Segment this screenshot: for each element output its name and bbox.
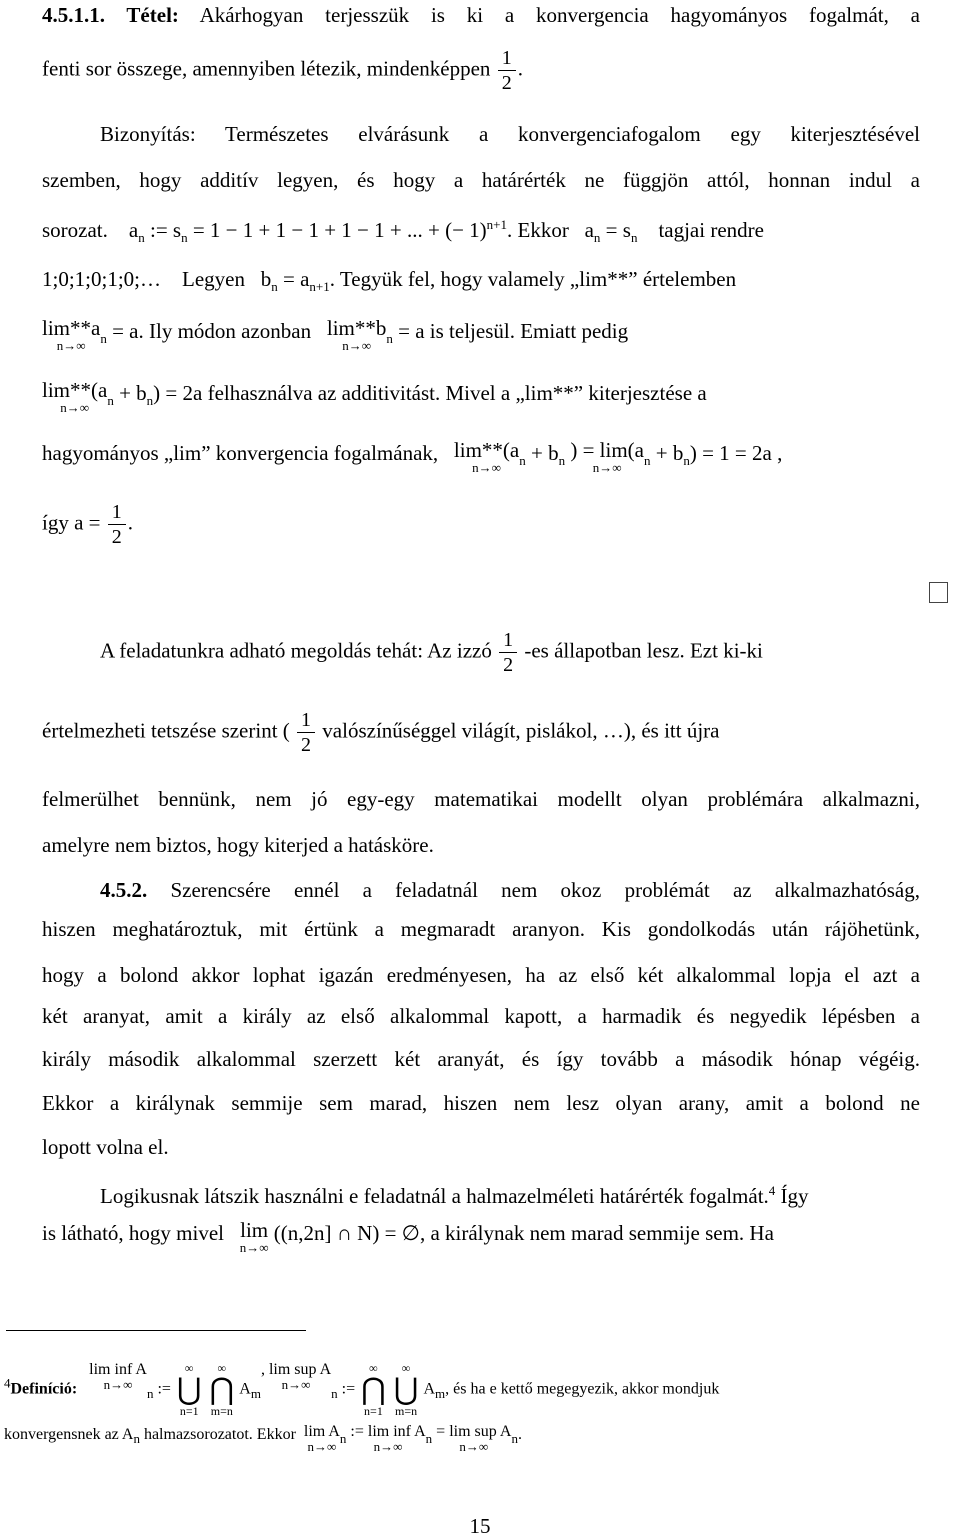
text-proof-lim-sub: n→∞	[239, 1240, 269, 1255]
text-proof-l6b: + b	[119, 381, 147, 405]
text-proof-sub-n: n	[519, 453, 526, 469]
text-proof-l5c: lim**b	[326, 316, 387, 340]
text-para3-l2a: is látható, hogy mivel	[42, 1221, 224, 1245]
text-para2-l5: király második alkalommal szerzett két aranyát, és így tovább a második hónap végéig.	[42, 1047, 920, 1071]
text-proof-lim-sub: n→∞	[60, 400, 90, 415]
text-theorem-text2: fenti sor összege, amennyiben létezik, mindenképpen	[42, 56, 491, 81]
math-fragment	[454, 440, 519, 475]
text-para1-num: 1	[499, 630, 517, 653]
text-para3-l1b: Így	[780, 1184, 809, 1208]
text-proof-sub-n: n	[386, 331, 393, 347]
theorem-line-1	[42, 2, 920, 28]
text-para1-l3: felmerülhet bennünk, nem jó egy-egy matematikai modellt olyan problémára alkalmazni,	[42, 787, 920, 811]
text-proof-l1: Természetes elvárásunk a konvergenciafogalom egy kiterjesztésével	[225, 122, 920, 146]
text-proof-l6c: ) = 2a felhasználva az additivitást. Mivel a „lim**” kiterjesztése a	[153, 381, 707, 405]
para2-line-1	[100, 877, 920, 903]
text-para3-l2-lim: lim	[240, 1218, 269, 1242]
text-footnote-inf: ∞	[369, 1361, 378, 1375]
text-proof-l8a: így a =	[42, 510, 101, 535]
text-footnote-a7: , és ha e kettő megegyezik, akkor mondjuk	[445, 1380, 720, 1398]
text-footnote-n1: n=1	[179, 1404, 199, 1418]
text-proof-l3-formula: a	[128, 218, 139, 242]
text-footnote-label: Definíció:	[10, 1380, 78, 1398]
text-footnote-sub-n: n	[425, 1431, 433, 1447]
text-footnote-inf: ∞	[401, 1361, 411, 1375]
text-footnote-mn: m=n	[210, 1404, 233, 1418]
math-fragment	[42, 380, 107, 415]
text-proof-l4b: Legyen	[182, 267, 245, 291]
text-footnote-b5: = lim sup A	[436, 1423, 512, 1440]
text-para2-label: 4.5.2.	[100, 878, 148, 902]
math-fragment	[361, 1362, 386, 1418]
para2-line-7	[42, 1134, 920, 1160]
text-footnote-b6: .	[517, 1426, 522, 1443]
text-footnote-mark: 4	[4, 1375, 11, 1391]
text-footnote-lim-sub: n→∞	[281, 1377, 311, 1392]
text-proof-l7b: lim**(a	[453, 438, 520, 462]
math-fragment	[350, 1424, 425, 1454]
text-footnote-lim-sub: n→∞	[459, 1439, 489, 1454]
math-fragment	[394, 1362, 419, 1418]
text-proof-l3-exp: n+1	[486, 217, 508, 232]
text-proof-l7d: ) = lim(a	[570, 438, 644, 462]
text-footnote-cup: ⋃	[393, 1373, 419, 1406]
text-para1-l4: amelyre nem biztos, hogy kiterjed a hatásköre.	[42, 833, 434, 857]
text-para1-den: 2	[301, 734, 312, 756]
text-footnote-cap: ⋂	[209, 1373, 235, 1406]
text-proof-sub-n: n	[271, 279, 278, 295]
text-proof-l8b: .	[127, 510, 133, 535]
text-footnote-b2: halmazsorozatot. Ekkor	[143, 1426, 296, 1443]
para3-line-1	[100, 1178, 920, 1209]
para1-line-3	[42, 786, 920, 812]
text-para2-l1: Szerencsére ennél a feladatnál nem okoz problémát az alkalmazhatóság,	[170, 878, 920, 902]
text-footnote-sub-n: n	[339, 1431, 347, 1447]
text-footnote-a1: lim inf A	[89, 1361, 147, 1378]
text-footnote-inf: ∞	[217, 1361, 227, 1375]
text-proof-l3g: tagjai rendre	[658, 218, 764, 242]
text-para3-l1: Logikusnak látszik használni e feladatnál a halmazelméleti határérték fogalmát.	[100, 1184, 769, 1208]
math-fragment	[240, 1220, 269, 1255]
text-footnote-lim-sub: n→∞	[373, 1439, 403, 1454]
proof-line-3	[42, 212, 920, 251]
math-fragment	[177, 1362, 202, 1418]
text-theorem-frac-num: 1	[498, 48, 516, 71]
text-proof-lim-sub: n→∞	[56, 338, 86, 353]
text-footnote-b1: konvergensnek az A	[4, 1426, 134, 1443]
text-theorem-frac-den: 2	[501, 72, 512, 94]
text-footnote-sub-n: n	[511, 1431, 518, 1447]
text-proof-sub-n: n	[138, 230, 145, 246]
math-fragment	[297, 710, 315, 755]
math-fragment	[436, 1424, 511, 1454]
math-fragment	[304, 1424, 340, 1454]
proof-line-6	[42, 380, 920, 415]
theorem-label: 4.5.1.1. Tétel:	[42, 3, 179, 27]
text-footnote-a6: A	[423, 1380, 436, 1398]
text-footnote-mn: m=n	[395, 1404, 418, 1418]
text-para1-den: 2	[503, 654, 514, 676]
para2-line-4	[42, 1003, 920, 1029]
text-proof-l7c: + b	[530, 441, 559, 465]
math-fragment	[570, 440, 644, 475]
text-proof-sub-n: n	[146, 393, 154, 409]
text-proof-sub-n: n	[181, 230, 188, 246]
text-proof-l2: szemben, hogy additív legyen, és hogy a határérték ne függjön attól, honnan indul a	[42, 168, 920, 192]
proof-line-4	[42, 266, 920, 300]
text-footnote-inf: ∞	[184, 1361, 194, 1375]
text-proof-sub-n: n	[683, 453, 690, 469]
math-fragment	[261, 1362, 331, 1392]
text-proof-sub-n: n	[100, 331, 107, 347]
text-footnote-sub-n: n	[331, 1385, 338, 1401]
text-para3-l2b: ((n,2n] ∩ N) = ∅, a királynak nem marad semmije sem. Ha	[273, 1221, 774, 1245]
text-footnote-n1: n=1	[364, 1404, 383, 1418]
text-para1-l2b: valószínűséggel világít, pislákol, …), és itt újra	[322, 718, 720, 743]
text-footnote-a2: :=	[157, 1380, 171, 1398]
proof-line-8	[42, 502, 920, 547]
proof-line-5	[42, 318, 920, 353]
text-footnote-cup: ⋃	[176, 1373, 202, 1406]
math-fragment	[210, 1362, 235, 1418]
math-fragment	[327, 318, 387, 353]
text-footnote-lim-sub: n→∞	[307, 1439, 337, 1454]
text-para1-l2a: értelmezheti tetszése szerint (	[42, 718, 290, 743]
page-number: 15	[469, 1514, 491, 1538]
text-proof-l3d: . Ekkor	[507, 218, 569, 242]
text-footnote-a4: , lim sup A	[260, 1361, 332, 1378]
text-proof-l7a: hagyományos „lim” konvergencia fogalmának,	[42, 441, 439, 465]
text-footnote-sub-m: m	[435, 1385, 446, 1401]
para1-line-2	[42, 710, 920, 755]
footnote-line-2	[4, 1424, 956, 1454]
text-proof-lim-sub: n→∞	[592, 460, 622, 475]
text-proof-l3e: a	[584, 218, 594, 242]
text-proof-lim-sub: n→∞	[342, 338, 372, 353]
text-para2-l4: két aranyat, amit a király az első alkalommal kapott, a harmadik és negyedik lépésben a	[42, 1004, 920, 1028]
footnote-line-1	[4, 1362, 956, 1418]
para2-line-3	[42, 962, 920, 988]
qed-box	[929, 582, 948, 603]
para3-line-2	[42, 1220, 920, 1255]
text-footnote-a3: A	[239, 1380, 251, 1398]
text-proof-l7e: + b	[655, 441, 684, 465]
text-proof-l6a: lim**(a	[42, 378, 108, 402]
text-proof-l7f: ) = 1 = 2a ,	[689, 441, 783, 465]
text-proof-l3f: = s	[605, 218, 631, 242]
math-fragment	[499, 630, 517, 675]
text-proof-l8-den: 2	[111, 526, 122, 548]
text-para2-l7: lopott volna el.	[42, 1135, 169, 1159]
text-footnote-b4: := lim inf A	[350, 1423, 426, 1440]
text-theorem-end: .	[517, 56, 523, 81]
text-proof-l5d: = a is teljesül. Emiatt pedig	[398, 319, 629, 343]
para2-line-5	[42, 1046, 920, 1072]
math-fragment	[108, 502, 126, 547]
text-footnote-sub-m: m	[250, 1385, 261, 1401]
para1-line-1	[100, 630, 920, 675]
para1-line-4	[42, 832, 920, 858]
text-footnote-lim-sub: n→∞	[103, 1377, 133, 1392]
text-proof-sub-n: n	[630, 230, 638, 246]
footnote-rule	[6, 1330, 306, 1331]
theorem-line-2	[42, 48, 920, 93]
text-proof-lim-sub: n→∞	[472, 460, 501, 475]
para2-line-6	[42, 1090, 920, 1116]
text-para1-l1a: A feladatunkra adható megoldás tehát: Az izzó	[100, 638, 492, 663]
math-fragment	[42, 318, 100, 353]
text-proof-l8-num: 1	[108, 502, 126, 525]
text-theorem-text1: Akárhogyan terjesszük is ki a konvergencia hagyományos fogalmát, a	[199, 3, 921, 27]
text-proof-sub-n: n	[107, 393, 114, 409]
text-footnote-b3: lim A	[303, 1423, 340, 1440]
text-proof-l5b: = a. Ily módon azonban	[112, 319, 312, 343]
text-footnote-sub-n: n	[146, 1385, 154, 1401]
text-footnote-cap: ⋂	[361, 1373, 386, 1406]
text-proof-l4-sub: n+1	[309, 279, 330, 295]
text-para2-l6: Ekkor a királynak semmije sem marad, hiszen nem lesz olyan arany, amit a bolond ne	[42, 1091, 920, 1115]
text-proof-l3b: := s	[149, 218, 182, 242]
text-proof-l4a: 1;0;1;0;1;0;…	[42, 267, 162, 291]
text-para2-l2: hiszen meghatároztuk, mit értünk a megmaradt aranyon. Kis gondolkodás után rájöhetünk,	[42, 917, 920, 941]
text-proof-l3c: = 1 − 1 + 1 − 1 + 1 − 1 + ... + (− 1)	[192, 218, 487, 242]
proof-label: Bizonyítás:	[100, 122, 196, 146]
proof-line-1	[100, 121, 920, 147]
text-para1-l1b: -es állapotban lesz. Ezt ki-ki	[524, 638, 763, 663]
para2-line-2	[42, 916, 920, 942]
footnote-ref: 4	[768, 1183, 776, 1198]
text-footnote-sub-n: n	[133, 1431, 140, 1447]
text-proof-l5a: lim**a	[42, 316, 101, 340]
text-para2-l3: hogy a bolond akkor lophat igazán eredményesen, ha az első két alkalommal lopja el azt a	[42, 963, 920, 987]
text-proof-sub-n: n	[643, 453, 651, 469]
proof-line-2	[42, 167, 920, 193]
text-proof-sub-n: n	[593, 230, 601, 246]
theorem-fraction	[498, 48, 516, 93]
text-proof-l4d: = a	[283, 267, 310, 291]
math-fragment	[89, 1362, 147, 1392]
text-proof-l4e: . Tegyük fel, hogy valamely „lim**” értelemben	[329, 267, 737, 291]
text-proof-l3a: sorozat.	[42, 218, 108, 242]
text-para1-num: 1	[297, 710, 315, 733]
proof-line-7	[42, 440, 920, 475]
text-footnote-a5: :=	[341, 1380, 356, 1398]
text-proof-l4c: b	[260, 267, 272, 291]
text-proof-sub-n: n	[558, 453, 566, 469]
